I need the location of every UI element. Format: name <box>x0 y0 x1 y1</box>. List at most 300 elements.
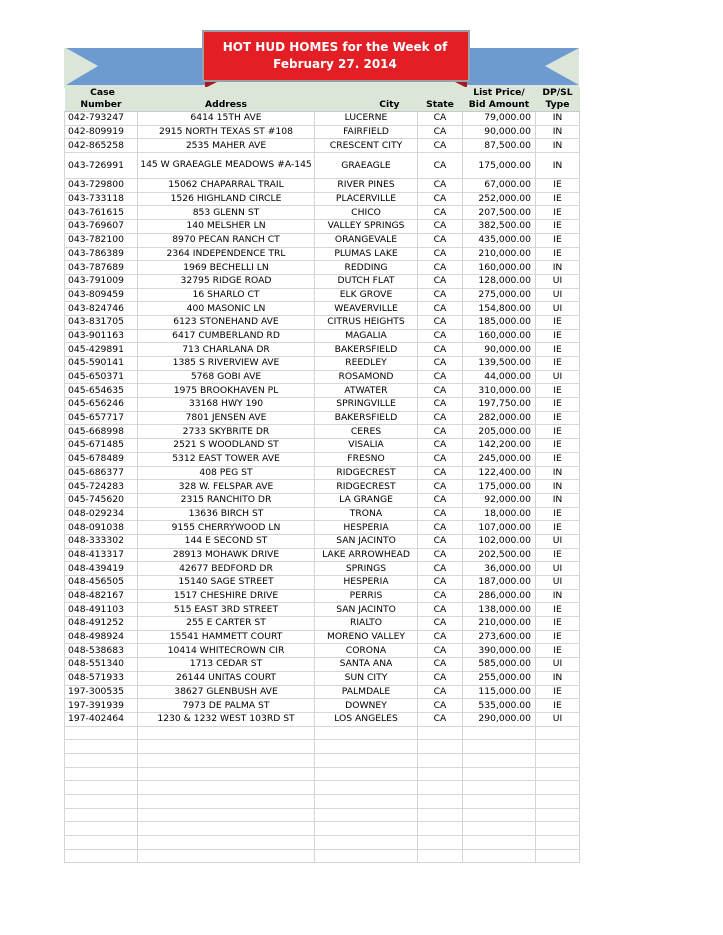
cell-price: 255,000.00 <box>463 671 536 685</box>
cell-city: REEDLEY <box>315 357 418 371</box>
table-row <box>65 288 580 302</box>
cell-price: 390,000.00 <box>463 644 536 658</box>
cell-type: IE <box>536 233 580 247</box>
cell-case: 043-729800 <box>65 179 138 193</box>
cell-city: BAKERSFIELD <box>315 343 418 357</box>
col-case-header: Case <box>65 87 138 99</box>
cell-city: WEAVERVILLE <box>315 302 418 316</box>
cell-case: 197-402464 <box>65 712 138 726</box>
cell-type: IE <box>536 343 580 357</box>
cell-city: LUCERNE <box>315 112 418 126</box>
cell-price: 282,000.00 <box>463 411 536 425</box>
cell-price: 210,000.00 <box>463 617 536 631</box>
cell-state: CA <box>418 206 463 220</box>
empty-cell <box>463 808 536 822</box>
empty-cell <box>315 836 418 850</box>
cell-type: IE <box>536 699 580 713</box>
cell-price: 382,500.00 <box>463 220 536 234</box>
cell-city: SPRINGVILLE <box>315 398 418 412</box>
cell-price: 122,400.00 <box>463 466 536 480</box>
cell-case: 048-491252 <box>65 617 138 631</box>
table-row <box>65 617 580 631</box>
empty-cell <box>138 781 315 795</box>
cell-type: IN <box>536 480 580 494</box>
empty-cell <box>463 822 536 836</box>
table-row <box>65 452 580 466</box>
empty-cell <box>463 726 536 740</box>
cell-price: 185,000.00 <box>463 315 536 329</box>
cell-price: 175,000.00 <box>463 480 536 494</box>
cell-type: UI <box>536 302 580 316</box>
empty-cell <box>463 849 536 863</box>
cell-price: 197,750.00 <box>463 398 536 412</box>
cell-state: CA <box>418 398 463 412</box>
cell-case: 045-656246 <box>65 398 138 412</box>
empty-cell <box>463 795 536 809</box>
empty-cell <box>138 767 315 781</box>
cell-type: IE <box>536 247 580 261</box>
header-row-1 <box>65 87 580 99</box>
cell-address: 2915 NORTH TEXAS ST #108 <box>138 125 315 139</box>
cell-state: CA <box>418 658 463 672</box>
cell-address: 8970 PECAN RANCH CT <box>138 233 315 247</box>
empty-cell <box>463 740 536 754</box>
cell-address: 853 GLENN ST <box>138 206 315 220</box>
cell-case: 045-668998 <box>65 425 138 439</box>
cell-city: RIDGECREST <box>315 480 418 494</box>
cell-address: 15140 SAGE STREET <box>138 576 315 590</box>
cell-state: CA <box>418 521 463 535</box>
cell-price: 18,000.00 <box>463 507 536 521</box>
table-row <box>65 671 580 685</box>
table-row <box>65 466 580 480</box>
cell-price: 92,000.00 <box>463 493 536 507</box>
cell-state: CA <box>418 589 463 603</box>
empty-cell <box>65 808 138 822</box>
empty-cell <box>65 753 138 767</box>
cell-case: 042-793247 <box>65 112 138 126</box>
cell-address: 5312 EAST TOWER AVE <box>138 452 315 466</box>
cell-address: 145 W GRAEAGLE MEADOWS #A-145 <box>138 153 315 179</box>
cell-city: PLACERVILLE <box>315 192 418 206</box>
cell-type: IN <box>536 589 580 603</box>
cell-type: IE <box>536 617 580 631</box>
empty-cell <box>536 849 580 863</box>
cell-price: 187,000.00 <box>463 576 536 590</box>
cell-state: CA <box>418 712 463 726</box>
cell-price: 154,800.00 <box>463 302 536 316</box>
cell-price: 175,000.00 <box>463 153 536 179</box>
cell-type: IN <box>536 671 580 685</box>
table-row <box>65 206 580 220</box>
cell-address: 6414 15TH AVE <box>138 112 315 126</box>
empty-cell <box>536 753 580 767</box>
cell-city: FRESNO <box>315 452 418 466</box>
cell-state: CA <box>418 466 463 480</box>
col-type-header: DP/SL <box>536 87 580 99</box>
cell-address: 6417 CUMBERLAND RD <box>138 329 315 343</box>
cell-case: 048-439419 <box>65 562 138 576</box>
cell-city: BAKERSFIELD <box>315 411 418 425</box>
cell-type: UI <box>536 562 580 576</box>
hud-homes-table <box>64 87 580 863</box>
table-row <box>65 507 580 521</box>
cell-price: 102,000.00 <box>463 534 536 548</box>
cell-type: IN <box>536 112 580 126</box>
table-row <box>65 685 580 699</box>
cell-case: 048-491103 <box>65 603 138 617</box>
table-row <box>65 411 580 425</box>
empty-cell <box>536 726 580 740</box>
table-body <box>65 112 580 863</box>
cell-address: 26144 UNITAS COURT <box>138 671 315 685</box>
table-row <box>65 220 580 234</box>
table-row <box>65 630 580 644</box>
cell-type: IN <box>536 125 580 139</box>
cell-address: 1385 S RIVERVIEW AVE <box>138 357 315 371</box>
cell-address: 13636 BIRCH ST <box>138 507 315 521</box>
cell-state: CA <box>418 630 463 644</box>
cell-type: IE <box>536 439 580 453</box>
cell-address: 408 PEG ST <box>138 466 315 480</box>
cell-case: 042-865258 <box>65 139 138 153</box>
empty-row <box>65 808 580 822</box>
cell-address: 7801 JENSEN AVE <box>138 411 315 425</box>
cell-type: IN <box>536 493 580 507</box>
cell-state: CA <box>418 480 463 494</box>
cell-case: 043-901163 <box>65 329 138 343</box>
table-row <box>65 480 580 494</box>
table-row <box>65 562 580 576</box>
empty-cell <box>138 753 315 767</box>
cell-city: SUN CITY <box>315 671 418 685</box>
cell-address: 1975 BROOKHAVEN PL <box>138 384 315 398</box>
cell-price: 435,000.00 <box>463 233 536 247</box>
empty-cell <box>138 740 315 754</box>
empty-cell <box>418 781 463 795</box>
cell-price: 275,000.00 <box>463 288 536 302</box>
cell-case: 045-657717 <box>65 411 138 425</box>
cell-state: CA <box>418 425 463 439</box>
table-row <box>65 589 580 603</box>
empty-cell <box>138 849 315 863</box>
empty-cell <box>418 836 463 850</box>
empty-cell <box>65 822 138 836</box>
table-row <box>65 644 580 658</box>
empty-row <box>65 822 580 836</box>
cell-address: 33168 HWY 190 <box>138 398 315 412</box>
cell-case: 043-733118 <box>65 192 138 206</box>
cell-city: CITRUS HEIGHTS <box>315 315 418 329</box>
empty-cell <box>536 836 580 850</box>
empty-cell <box>315 726 418 740</box>
cell-city: PALMDALE <box>315 685 418 699</box>
cell-type: IE <box>536 411 580 425</box>
cell-case: 043-761615 <box>65 206 138 220</box>
cell-type: IE <box>536 329 580 343</box>
cell-type: IE <box>536 507 580 521</box>
col-state-header: State <box>418 99 463 112</box>
cell-type: UI <box>536 370 580 384</box>
cell-state: CA <box>418 315 463 329</box>
empty-cell <box>315 767 418 781</box>
empty-cell <box>315 781 418 795</box>
cell-price: 252,000.00 <box>463 192 536 206</box>
cell-price: 202,500.00 <box>463 548 536 562</box>
cell-state: CA <box>418 302 463 316</box>
cell-type: IE <box>536 179 580 193</box>
empty-row <box>65 795 580 809</box>
table-row <box>65 712 580 726</box>
cell-address: 713 CHARLANA DR <box>138 343 315 357</box>
cell-state: CA <box>418 179 463 193</box>
empty-cell <box>536 781 580 795</box>
cell-type: IE <box>536 425 580 439</box>
cell-price: 128,000.00 <box>463 274 536 288</box>
cell-state: CA <box>418 699 463 713</box>
cell-price: 160,000.00 <box>463 329 536 343</box>
cell-address: 1713 CEDAR ST <box>138 658 315 672</box>
empty-cell <box>315 849 418 863</box>
table-row <box>65 315 580 329</box>
cell-city: REDDING <box>315 261 418 275</box>
empty-cell <box>138 795 315 809</box>
title-line-2: February 27. 2014 <box>273 57 397 71</box>
table-row <box>65 153 580 179</box>
cell-price: 90,000.00 <box>463 125 536 139</box>
cell-address: 2521 S WOODLAND ST <box>138 439 315 453</box>
cell-city: RIVER PINES <box>315 179 418 193</box>
cell-address: 2364 INDEPENDENCE TRL <box>138 247 315 261</box>
cell-price: 585,000.00 <box>463 658 536 672</box>
cell-price: 67,000.00 <box>463 179 536 193</box>
cell-price: 210,000.00 <box>463 247 536 261</box>
cell-type: IE <box>536 521 580 535</box>
cell-address: 255 E CARTER ST <box>138 617 315 631</box>
cell-type: IE <box>536 315 580 329</box>
cell-city: LA GRANGE <box>315 493 418 507</box>
cell-type: IE <box>536 357 580 371</box>
empty-cell <box>65 795 138 809</box>
table-row <box>65 521 580 535</box>
cell-state: CA <box>418 370 463 384</box>
cell-state: CA <box>418 534 463 548</box>
cell-state: CA <box>418 685 463 699</box>
cell-price: 107,000.00 <box>463 521 536 535</box>
cell-city: TRONA <box>315 507 418 521</box>
cell-address: 15541 HAMMETT COURT <box>138 630 315 644</box>
empty-cell <box>536 767 580 781</box>
empty-row <box>65 740 580 754</box>
cell-address: 1969 BECHELLI LN <box>138 261 315 275</box>
empty-cell <box>65 836 138 850</box>
table-row <box>65 125 580 139</box>
empty-cell <box>138 836 315 850</box>
table-row <box>65 384 580 398</box>
cell-case: 048-482167 <box>65 589 138 603</box>
cell-state: CA <box>418 562 463 576</box>
cell-address: 32795 RIDGE ROAD <box>138 274 315 288</box>
cell-price: 139,500.00 <box>463 357 536 371</box>
table-row <box>65 329 580 343</box>
cell-price: 205,000.00 <box>463 425 536 439</box>
cell-state: CA <box>418 357 463 371</box>
cell-type: IE <box>536 220 580 234</box>
col-case-header-2: Number <box>65 99 138 112</box>
cell-case: 048-456505 <box>65 576 138 590</box>
table-row <box>65 699 580 713</box>
cell-case: 048-333302 <box>65 534 138 548</box>
cell-state: CA <box>418 125 463 139</box>
cell-city: CHICO <box>315 206 418 220</box>
cell-type: IE <box>536 644 580 658</box>
cell-price: 142,200.00 <box>463 439 536 453</box>
empty-cell <box>418 753 463 767</box>
table-row <box>65 274 580 288</box>
cell-price: 138,000.00 <box>463 603 536 617</box>
cell-city: RIDGECREST <box>315 466 418 480</box>
cell-state: CA <box>418 329 463 343</box>
cell-state: CA <box>418 274 463 288</box>
cell-address: 515 EAST 3RD STREET <box>138 603 315 617</box>
cell-state: CA <box>418 507 463 521</box>
cell-type: IE <box>536 603 580 617</box>
cell-state: CA <box>418 548 463 562</box>
cell-address: 2733 SKYBRITE DR <box>138 425 315 439</box>
cell-case: 045-686377 <box>65 466 138 480</box>
empty-cell <box>536 808 580 822</box>
cell-case: 045-724283 <box>65 480 138 494</box>
table-row <box>65 425 580 439</box>
cell-type: UI <box>536 576 580 590</box>
cell-state: CA <box>418 343 463 357</box>
empty-cell <box>463 753 536 767</box>
empty-cell <box>418 726 463 740</box>
cell-case: 043-769607 <box>65 220 138 234</box>
cell-case: 048-538683 <box>65 644 138 658</box>
cell-address: 2535 MAHER AVE <box>138 139 315 153</box>
cell-price: 36,000.00 <box>463 562 536 576</box>
empty-cell <box>536 822 580 836</box>
cell-address: 5768 GOBI AVE <box>138 370 315 384</box>
cell-state: CA <box>418 288 463 302</box>
cell-address: 140 MELSHER LN <box>138 220 315 234</box>
cell-address: 1526 HIGHLAND CIRCLE <box>138 192 315 206</box>
cell-state: CA <box>418 671 463 685</box>
cell-price: 87,500.00 <box>463 139 536 153</box>
cell-city: SANTA ANA <box>315 658 418 672</box>
empty-cell <box>65 849 138 863</box>
cell-case: 045-590141 <box>65 357 138 371</box>
cell-address: 15062 CHAPARRAL TRAIL <box>138 179 315 193</box>
table-row <box>65 233 580 247</box>
cell-state: CA <box>418 439 463 453</box>
cell-city: VISALIA <box>315 439 418 453</box>
cell-type: IE <box>536 398 580 412</box>
cell-price: 160,000.00 <box>463 261 536 275</box>
cell-city: SAN JACINTO <box>315 534 418 548</box>
col-price-header-2: Bid Amount <box>463 99 536 112</box>
empty-cell <box>315 822 418 836</box>
cell-address: 16 SHARLO CT <box>138 288 315 302</box>
empty-cell <box>536 795 580 809</box>
cell-state: CA <box>418 576 463 590</box>
cell-city: ELK GROVE <box>315 288 418 302</box>
empty-cell <box>463 781 536 795</box>
cell-state: CA <box>418 112 463 126</box>
empty-cell <box>138 808 315 822</box>
table-row <box>65 603 580 617</box>
empty-row <box>65 849 580 863</box>
cell-state: CA <box>418 411 463 425</box>
cell-state: CA <box>418 384 463 398</box>
cell-case: 045-654635 <box>65 384 138 398</box>
cell-city: RIALTO <box>315 617 418 631</box>
cell-state: CA <box>418 139 463 153</box>
cell-type: IE <box>536 452 580 466</box>
cell-address: 42677 BEDFORD DR <box>138 562 315 576</box>
title-line-1: HOT HUD HOMES for the Week of <box>222 40 448 54</box>
cell-address: 400 MASONIC LN <box>138 302 315 316</box>
cell-case: 043-726991 <box>65 153 138 179</box>
empty-cell <box>463 836 536 850</box>
cell-state: CA <box>418 452 463 466</box>
empty-cell <box>315 753 418 767</box>
table-row <box>65 139 580 153</box>
empty-cell <box>65 740 138 754</box>
cell-address: 1230 & 1232 WEST 103RD ST <box>138 712 315 726</box>
table-row <box>65 493 580 507</box>
empty-row <box>65 753 580 767</box>
cell-city: HESPERIA <box>315 521 418 535</box>
cell-type: IN <box>536 153 580 179</box>
cell-state: CA <box>418 192 463 206</box>
cell-price: 207,500.00 <box>463 206 536 220</box>
cell-state: CA <box>418 233 463 247</box>
cell-price: 290,000.00 <box>463 712 536 726</box>
empty-row <box>65 781 580 795</box>
empty-cell <box>315 795 418 809</box>
cell-case: 045-429891 <box>65 343 138 357</box>
col-type-header-2: Type <box>536 99 580 112</box>
cell-type: IN <box>536 139 580 153</box>
cell-case: 043-787689 <box>65 261 138 275</box>
empty-cell <box>65 726 138 740</box>
cell-state: CA <box>418 644 463 658</box>
cell-city: MAGALIA <box>315 329 418 343</box>
cell-case: 048-551340 <box>65 658 138 672</box>
cell-city: SPRINGS <box>315 562 418 576</box>
table-row <box>65 302 580 316</box>
empty-cell <box>418 795 463 809</box>
cell-address: 6123 STONEHAND AVE <box>138 315 315 329</box>
table-row <box>65 576 580 590</box>
cell-case: 048-091038 <box>65 521 138 535</box>
cell-case: 043-809459 <box>65 288 138 302</box>
table-row <box>65 261 580 275</box>
cell-city: PLUMAS LAKE <box>315 247 418 261</box>
cell-case: 045-650371 <box>65 370 138 384</box>
empty-cell <box>315 808 418 822</box>
table-row <box>65 548 580 562</box>
cell-type: UI <box>536 288 580 302</box>
table-row <box>65 658 580 672</box>
table-row <box>65 439 580 453</box>
cell-city: DUTCH FLAT <box>315 274 418 288</box>
table-row <box>65 398 580 412</box>
cell-case: 043-786389 <box>65 247 138 261</box>
cell-type: IN <box>536 466 580 480</box>
